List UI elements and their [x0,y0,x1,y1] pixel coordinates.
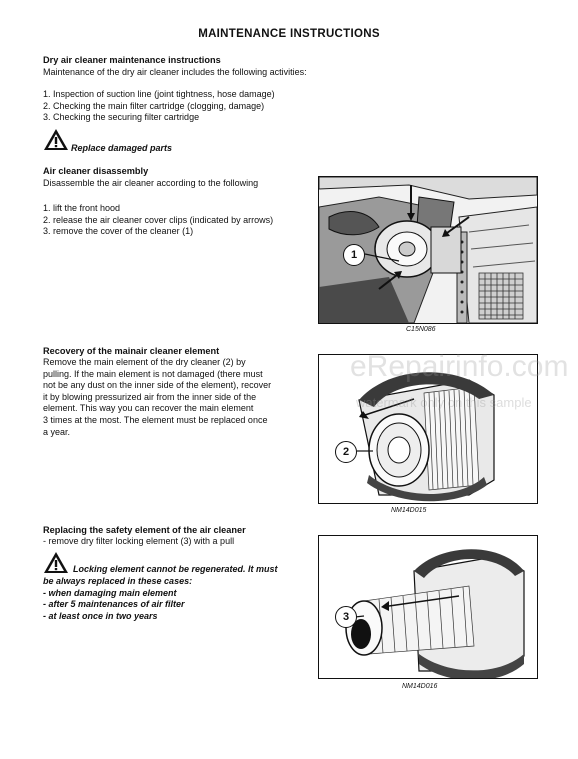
paragraph-line: pulling. If the main element is not damaged (there must [43,368,263,379]
paragraph-line: element. This way you can recover the main element [43,403,254,414]
callout-3: 3 [335,606,357,628]
list-item: 2. Checking the main filter cartridge (clogging, damage) [43,100,265,111]
warning-line: - after 5 maintenances of air filter [43,599,185,610]
figure3-caption: NM14D016 [402,683,438,690]
section2-intro: Disassemble the air cleaner according to the following [43,178,259,188]
watermark-site: eRepairinfo.com [350,350,569,383]
page-title: MAINTENANCE INSTRUCTIONS [198,28,380,40]
paragraph-line: 3 times at the most. The element must be replaced once [43,414,268,425]
section4-heading: Replacing the safety element of the air cleaner [43,525,246,535]
section4-warning-line: Locking element cannot be regenerated. It must [73,564,278,574]
section3-heading: Recovery of the mainair cleaner element [43,346,220,356]
section4-warning [43,576,311,622]
section1-heading: Dry air cleaner maintenance instructions [43,55,221,65]
section2-heading: Air cleaner disassembly [43,166,149,176]
paragraph-line: not be any dust on the inner side of the element), recover [43,380,272,391]
paragraph-line: it by blowing pressurized air from the inner side of the [43,391,257,402]
watermark-note: watermark only on this sample [356,395,532,410]
callout-1: 1 [343,244,365,266]
section4-intro: - remove dry filter locking element (3) with a pull [43,536,235,546]
list-item: 3. Checking the securing filter cartridge [43,112,200,123]
list-item: 3. remove the cover of the cleaner (1) [43,226,194,237]
list-item: 2. release the air cleaner cover clips (indicated by arrows) [43,214,274,225]
warning-line: - when damaging main element [43,587,177,598]
figure-safety-element [318,535,538,679]
section2-list [43,203,273,238]
paragraph-line: Remove the main element of the dry cleaner (2) by [43,357,246,367]
warning-line: be always replaced in these cases: [43,576,193,586]
warning-line: - at least once in two years [43,610,158,621]
callout-2: 2 [335,441,357,463]
list-item: 1. lift the front hood [43,203,121,213]
section1-warning: Replace damaged parts [71,143,173,153]
warning-icon [43,551,69,574]
figure1-caption: C15N086 [406,326,436,333]
section1-intro: Maintenance of the dry air cleaner includes the following activities: [43,67,307,77]
warning-icon [43,128,69,151]
list-item: 1. Inspection of suction line (joint tightness, hose damage) [43,89,275,99]
section1-list [43,89,275,124]
figure2-caption: NM14D015 [391,507,427,514]
figure-engine-photo [318,176,538,324]
section3-body [43,357,311,438]
paragraph-line: a year. [43,426,71,437]
